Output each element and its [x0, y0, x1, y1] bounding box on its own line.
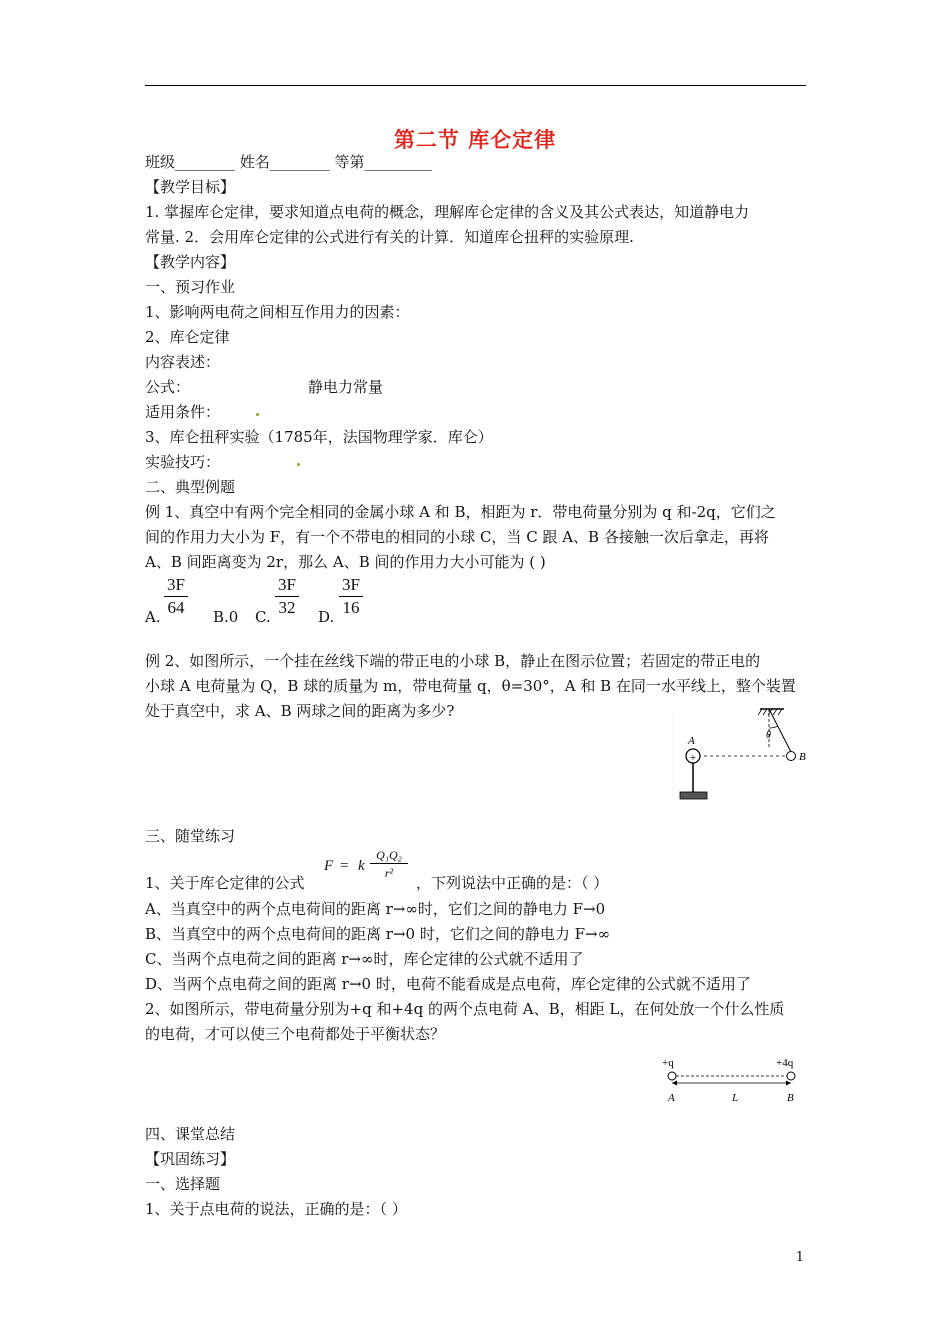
class-name-line: 班级________ 姓名________ 等第_________ [145, 153, 433, 171]
option-b: B.0 [213, 608, 239, 626]
preview-item-3: 3、库仑扭秤实验（1785年，法国物理学家．库仑） [145, 428, 493, 446]
page-number: 1 [795, 1250, 804, 1265]
content-description: 内容表述： [145, 353, 221, 371]
consolidation-heading: 【巩固练习】 [145, 1150, 236, 1168]
option-d-label: D. [318, 608, 335, 626]
practice-2-line-2: 的电荷，才可以使三个电荷都处于平衡状态？ [145, 1025, 446, 1043]
conditions-label: 适用条件： [145, 403, 221, 421]
figure-label-a: A [688, 735, 695, 747]
section-choice: 一、选择题 [145, 1175, 221, 1193]
figure-label-b: B [787, 1092, 794, 1104]
option-c-numerator: 3F [275, 574, 299, 597]
objectives-heading: 【教学目标】 [145, 178, 236, 196]
figure-two-charges [658, 1052, 808, 1108]
speck-mark [297, 463, 300, 466]
example-2-line-2: 小球 A 电荷量为 Q，B 球的质量为 m，带电荷量 q，θ=30°，A 和 B 在同一水平线上，整个装置 [145, 677, 796, 695]
section-practice: 三、随堂练习 [145, 827, 236, 845]
figure-right-charge: +4q [776, 1057, 794, 1069]
example-1-line-3: A、B 间距离变为 2r，那么 A、B 间的作用力大小可能为 ( ) [145, 553, 546, 571]
figure-left-charge: +q [662, 1057, 674, 1069]
objectives-line-2: 常量. 2．会用库仑定律的公式进行有关的计算．知道库仑扭秤的实验原理. [145, 228, 634, 246]
option-c-fraction [275, 574, 299, 619]
figure-label-theta: θ [766, 730, 771, 741]
objectives-line-1: 1. 掌握库仑定律，要求知道点电荷的概念，理解库仑定律的含义及其公式表达，知道静电力 [145, 203, 750, 221]
practice-1-option-b: B、当真空中的两个点电荷间的距离 r→0 时，它们之间的静电力 F→∞ [145, 925, 611, 943]
practice-1-prefix: 1、关于库仑定律的公式 [145, 874, 305, 892]
option-d-numerator: 3F [339, 574, 363, 597]
option-c-label: C. [255, 608, 271, 626]
figure-pendulum [672, 706, 812, 806]
formula-equals: = [340, 858, 349, 874]
option-d-fraction [339, 574, 363, 619]
figure-label-l: L [732, 1092, 739, 1104]
section-summary: 四、课堂总结 [145, 1125, 236, 1143]
practice-2-line-1: 2、如图所示，带电荷量分别为+q 和+4q 的两个点电荷 A、B，相距 L，在何处放一个什么性质 [145, 1000, 785, 1018]
option-c-denominator: 32 [278, 598, 296, 617]
option-a-fraction [164, 574, 188, 619]
skills-label: 实验技巧： [145, 453, 221, 471]
figure-label-a: A [668, 1092, 675, 1104]
constant-label: 静电力常量 [308, 378, 384, 396]
section-preview: 一、预习作业 [145, 278, 236, 296]
practice-1-option-c: C、当两个点电荷之间的距离 r→∞时，库仑定律的公式就不适用了 [145, 950, 584, 968]
section-examples: 二、典型例题 [145, 478, 236, 496]
question-1: 1、关于点电荷的说法，正确的是：（ ） [145, 1200, 407, 1218]
option-a-denominator: 64 [167, 598, 185, 617]
header-rule [145, 85, 806, 86]
practice-1-suffix: ，下列说法中正确的是：（ ） [416, 874, 609, 892]
practice-1-option-a: A、当真空中的两个点电荷间的距离 r→∞时，它们之间的静电力 F→0 [145, 900, 606, 918]
formula-denominator: r² [384, 866, 394, 880]
example-1-line-1: 例 1、真空中有两个完全相同的金属小球 A 和 B，相距为 r．带电荷量分别为 q 和-2q，它们之 [145, 503, 776, 521]
example-1-line-2: 间的作用力大小为 F，有一个不带电的相同的小球 C，当 C 跟 A、B 各接触一次后拿走，再将 [145, 528, 769, 546]
figure-plus-sign: + [689, 752, 697, 764]
formula-numerator: Q₁Q₂ [370, 848, 408, 864]
option-a-label: A. [145, 608, 161, 626]
preview-item-1: 1、影响两电荷之间相互作用力的因素： [145, 303, 410, 321]
page-title: 第二节 库仑定律 [393, 127, 557, 152]
example-2-line-3: 处于真空中，求 A、B 两球之间的距离为多少? [145, 702, 455, 720]
formula-k: k [358, 858, 365, 874]
figure-label-b: B [799, 751, 806, 763]
formula-label: 公式： [145, 378, 191, 396]
speck-mark [256, 413, 259, 416]
preview-item-2: 2、库仑定律 [145, 328, 230, 346]
formula-lhs: F [324, 858, 334, 874]
example-2-line-1: 例 2、如图所示，一个挂在丝线下端的带正电的小球 B，静止在图示位置；若固定的带正电的 [145, 652, 761, 670]
option-a-numerator: 3F [164, 574, 188, 597]
option-d-denominator: 16 [342, 598, 360, 617]
content-heading: 【教学内容】 [145, 253, 236, 271]
practice-1-option-d: D、当两个点电荷之间的距离 r→0 时，电荷不能看成是点电荷，库仑定律的公式就不适用了 [145, 975, 751, 993]
